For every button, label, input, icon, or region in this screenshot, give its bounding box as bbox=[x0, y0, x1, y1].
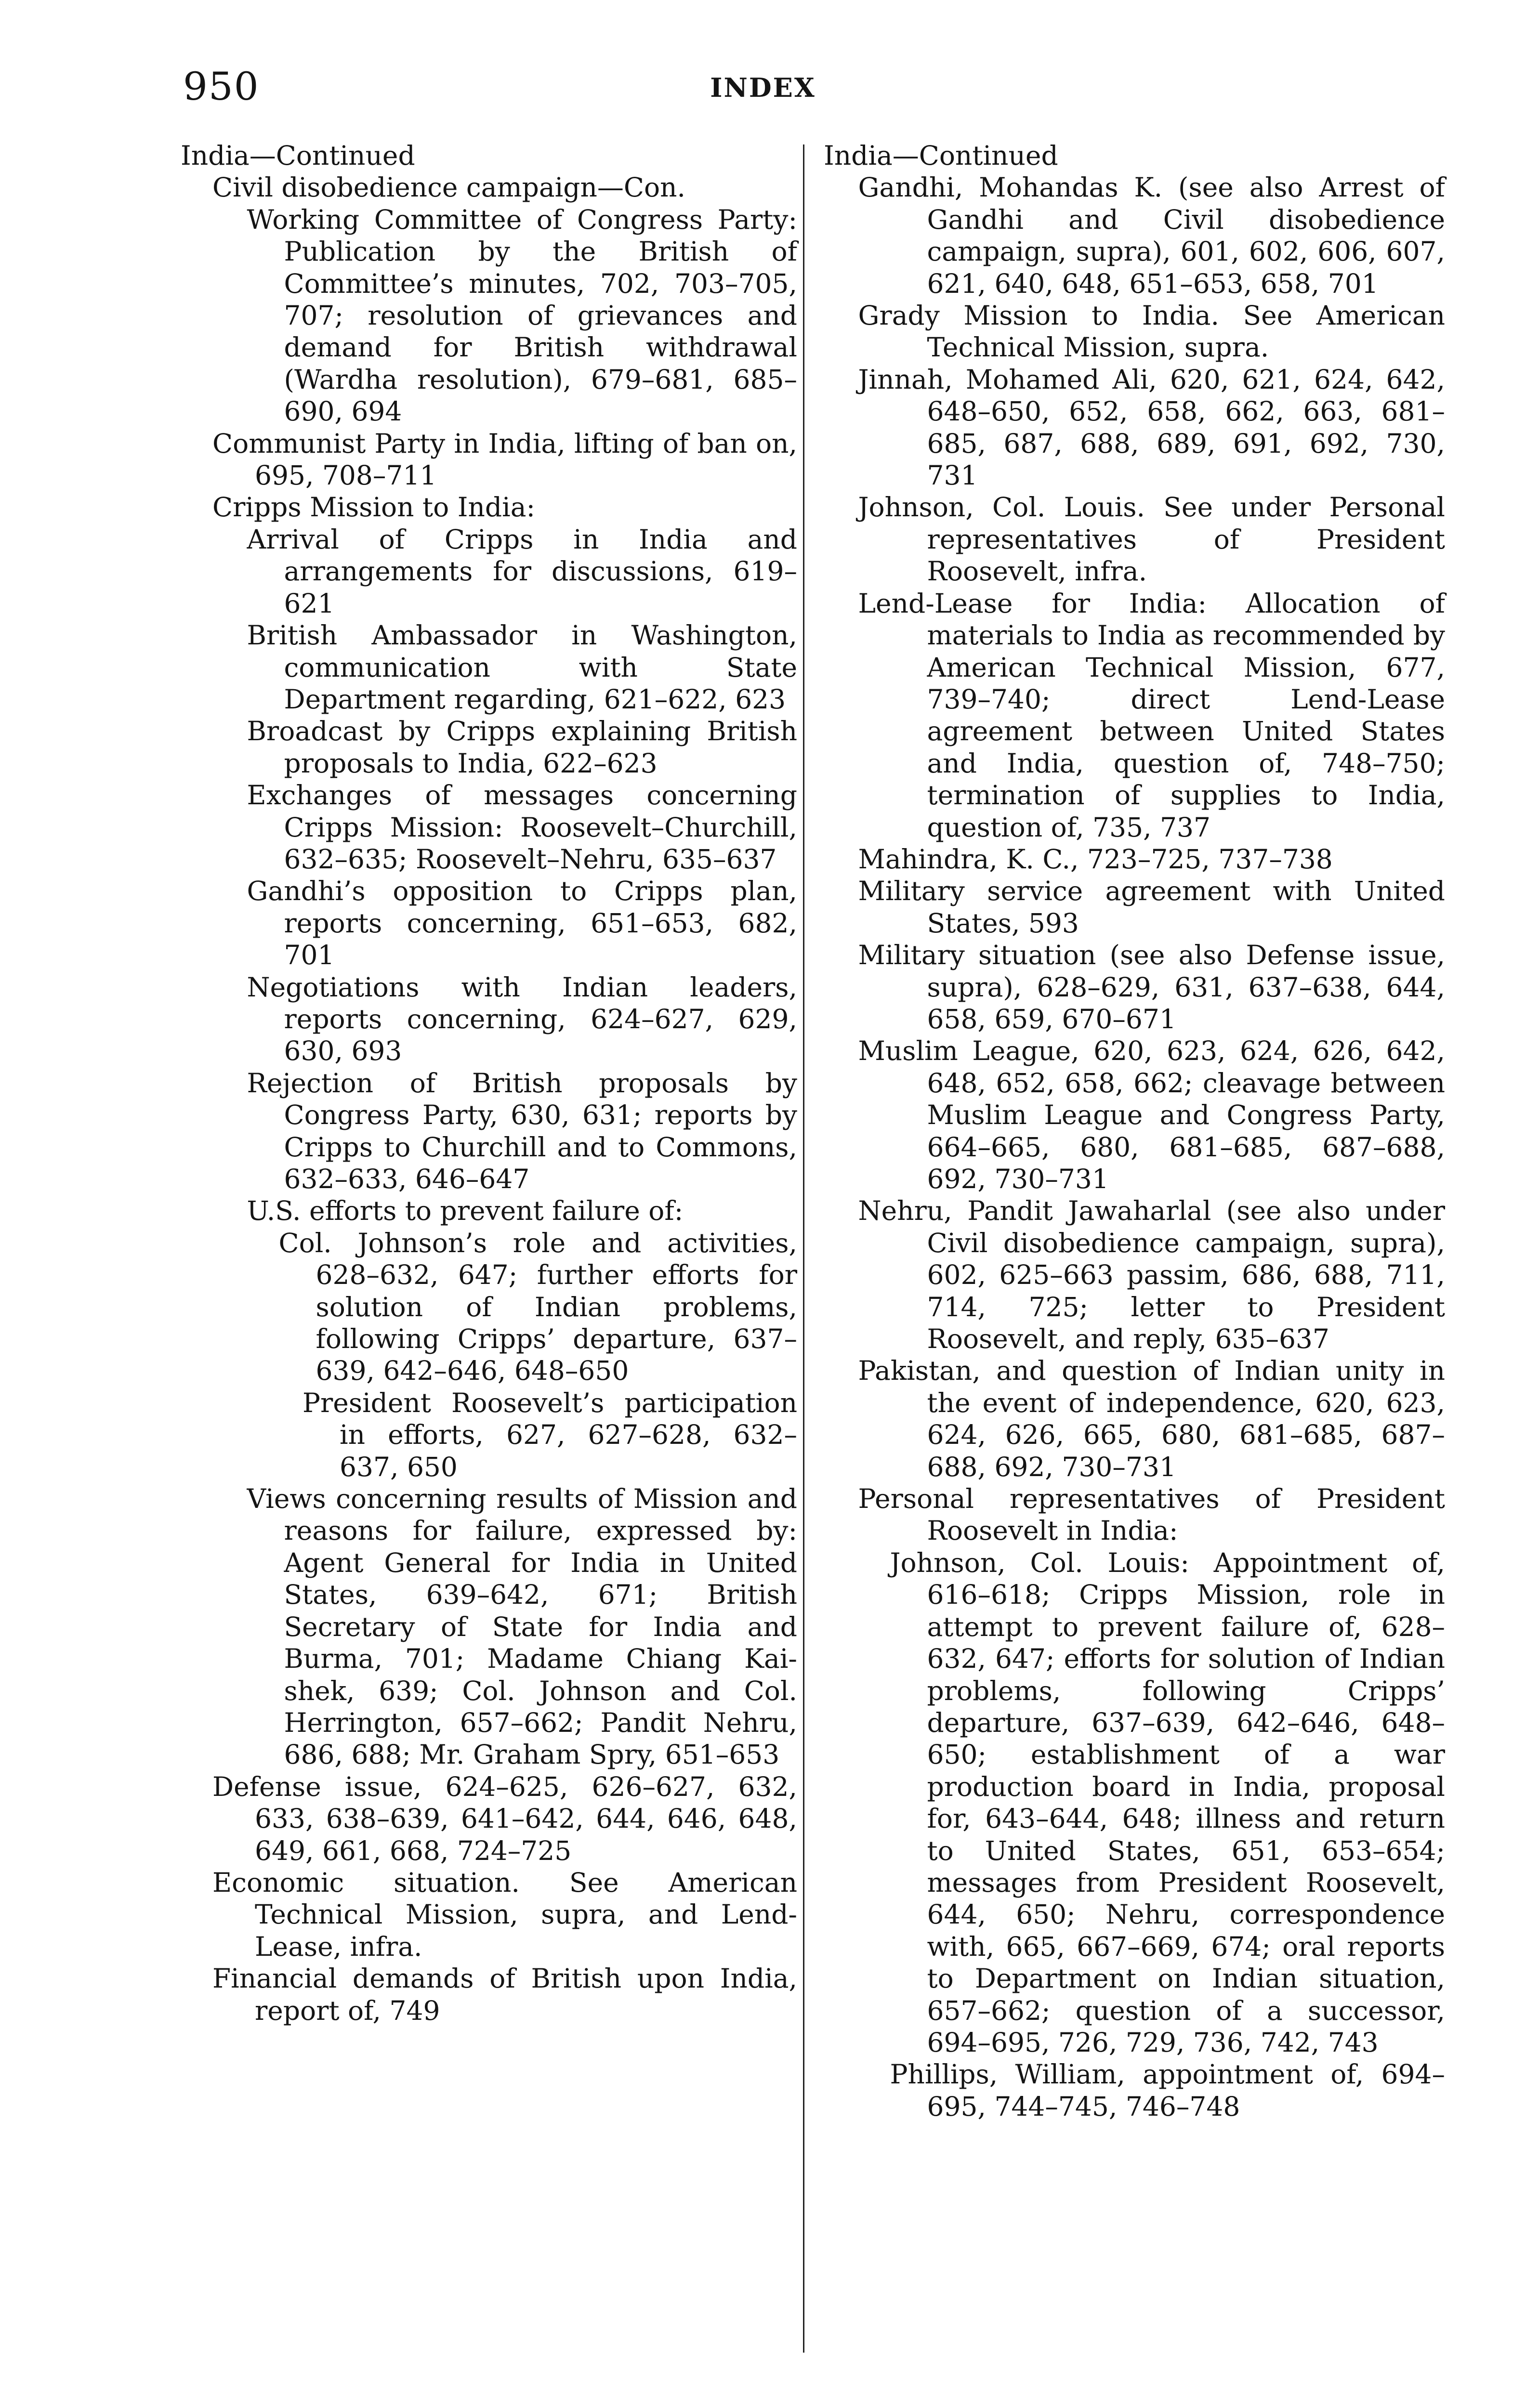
index-entry: U.S. efforts to prevent failure of: bbox=[247, 1195, 684, 1227]
index-entry: Grady Mission to India. See American Technical Mission, supra. bbox=[858, 300, 1445, 363]
index-entry: Jinnah, Mohamed Ali, 620, 621, 624, 642, 648–650, 652, 658, 662, 663, 681–685, 687, 688, 689, 691, 692, 730, 731 bbox=[858, 364, 1445, 491]
index-entry: Lend-Lease for India: Allocation of materials to India as recommended by American Technical Mission, 677, 739–740; direct Lend-Lease agreement between United States and India, question of, 748–750; termination of supplies to India, question of, 735, 737 bbox=[858, 588, 1445, 843]
index-entry: Johnson, Col. Louis: Appointment of, 616–618; Cripps Mission, role in attempt to prevent failure of, 628–632, 647; efforts for solution of Indian problems, following Cripps’ departure, 637–639, 642–646, 648–650; establishment of a war production board in India, proposal for, 643–644, 648; illness and return to United States, 651, 653–654; messages from President Roosevelt, 644, 650; Nehru, correspondence with, 665, 667–669, 674; oral reports to Department on Indian situation, 657–662; question of a successor, 694–695, 726, 729, 736, 742, 743 bbox=[890, 1547, 1445, 2058]
index-entry: Arrival of Cripps in India and arrangements for discussions, 619–621 bbox=[247, 523, 797, 619]
index-entry: India—Continued bbox=[181, 140, 415, 171]
index-entry: Defense issue, 624–625, 626–627, 632, 633, 638–639, 641–642, 644, 646, 648, 649, 661, 668, 724–725 bbox=[212, 1771, 797, 1866]
index-entry: Negotiations with Indian leaders, reports concerning, 624–627, 629, 630, 693 bbox=[247, 971, 797, 1067]
column-divider bbox=[803, 144, 804, 2353]
index-entry: Economic situation. See American Technical Mission, supra, and Lend-Lease, infra. bbox=[212, 1867, 797, 1962]
index-entry: India—Continued bbox=[824, 140, 1058, 171]
index-entry: Views concerning results of Mission and reasons for failure, expressed by: Agent General for India in United States, 639–642, 671; British Secretary of State for India and Burma, 701; Madame Chiang Kai-shek, 639; Col. Johnson and Col. Herrington, 657–662; Pandit Nehru, 686, 688; Mr. Graham Spry, 651–653 bbox=[247, 1483, 797, 1770]
index-entry: Working Committee of Congress Party: Publication by the British of Committee’s minutes, 702, 703–705, 707; resolution of grievances and demand for British withdrawal (Wardha resolution), 679–681, 685–690, 694 bbox=[247, 204, 797, 427]
left-column bbox=[181, 140, 797, 2027]
index-entry: Muslim League, 620, 623, 624, 626, 642, 648, 652, 658, 662; cleavage between Muslim League and Congress Party, 664–665, 680, 681–685, 687–688, 692, 730–731 bbox=[858, 1035, 1445, 1194]
index-entry: Nehru, Pandit Jawaharlal (see also under Civil disobedience campaign, supra), 602, 625–663 passim, 686, 688, 711, 714, 725; letter to President Roosevelt, and reply, 635–637 bbox=[858, 1195, 1445, 1355]
index-entry: Rejection of British proposals by Congress Party, 630, 631; reports by Cripps to Churchill and to Commons, 632–633, 646–647 bbox=[247, 1067, 797, 1194]
index-entry: President Roosevelt’s participation in efforts, 627, 627–628, 632–637, 650 bbox=[303, 1387, 797, 1482]
index-entry: Pakistan, and question of Indian unity in the event of independence, 620, 623, 624, 626, 665, 680, 681–685, 687–688, 692, 730–731 bbox=[858, 1355, 1445, 1482]
index-entry: Cripps Mission to India: bbox=[212, 492, 536, 523]
index-entry: Civil disobedience campaign—Con. bbox=[212, 172, 685, 203]
index-entry: Broadcast by Cripps explaining British proposals to India, 622–623 bbox=[247, 716, 797, 779]
index-entry: Military service agreement with United States, 593 bbox=[858, 876, 1445, 939]
index-entry: Gandhi, Mohandas K. (see also Arrest of Gandhi and Civil disobedience campaign, supra), 601, 602, 606, 607, 621, 640, 648, 651–653, 658, 701 bbox=[858, 172, 1445, 299]
index-entry: Personal representatives of President Roosevelt in India: bbox=[858, 1483, 1445, 1546]
index-entry: Financial demands of British upon India, report of, 749 bbox=[212, 1963, 797, 2026]
index-entry: Mahindra, K. C., 723–725, 737–738 bbox=[858, 843, 1333, 875]
index-entry: Phillips, William, appointment of, 694–695, 744–745, 746–748 bbox=[890, 2059, 1445, 2122]
page-number: 950 bbox=[183, 64, 260, 109]
index-entry: Johnson, Col. Louis. See under Personal representatives of President Roosevelt, infra. bbox=[858, 492, 1445, 587]
index-entry: Military situation (see also Defense issue, supra), 628–629, 631, 637–638, 644, 658, 659, 670–671 bbox=[858, 940, 1445, 1034]
running-head: INDEX bbox=[710, 72, 816, 103]
index-entry: Exchanges of messages concerning Cripps Mission: Roosevelt–Churchill, 632–635; Roosevelt–Nehru, 635–637 bbox=[247, 780, 797, 875]
index-entry: British Ambassador in Washington, communication with State Department regarding, 621–622, 623 bbox=[247, 620, 797, 715]
index-entry: Gandhi’s opposition to Cripps plan, reports concerning, 651–653, 682, 701 bbox=[247, 876, 797, 971]
index-entry: Communist Party in India, lifting of ban on, 695, 708–711 bbox=[212, 428, 797, 491]
right-column bbox=[824, 140, 1445, 2122]
index-entry: Col. Johnson’s role and activities, 628–632, 647; further efforts for solution of Indian problems, following Cripps’ departure, 637–639, 642–646, 648–650 bbox=[278, 1227, 797, 1387]
